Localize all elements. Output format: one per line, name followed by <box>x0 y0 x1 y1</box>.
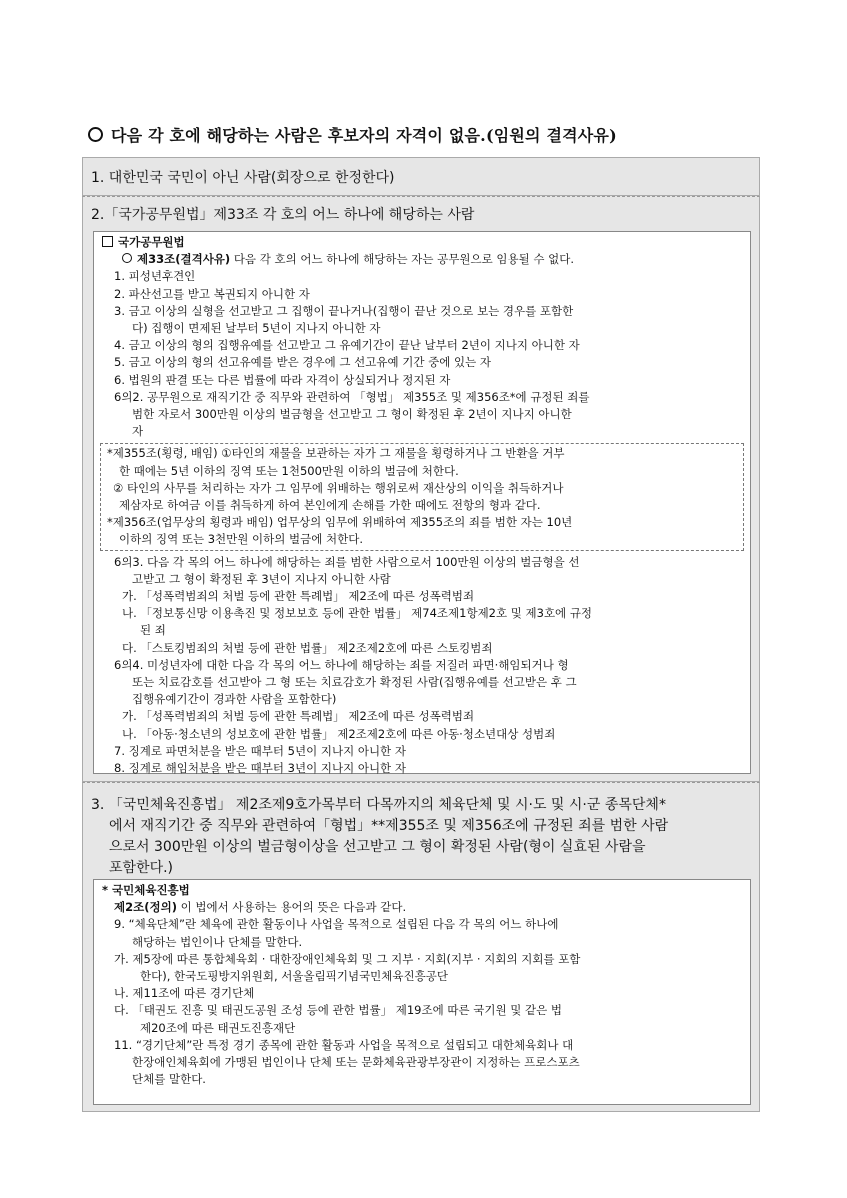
clause-line: 제20조에 따른 태권도진흥재단 <box>140 1020 296 1035</box>
clause-line: 나. 「정보통신망 이용촉진 및 정보보호 등에 관한 법률」 제74조제1항제2호 및 제3호에 규정 <box>122 606 593 621</box>
clause-line: 된 죄 <box>140 623 166 638</box>
clause-line: 가. 제5장에 따른 통합체육회 · 대한장애인체육회 및 그 지부 · 지회(지부 · 지회의 지회를 포함 <box>114 951 581 966</box>
clause-line: 고받고 그 형이 확정된 후 3년이 지나지 아니한 사람 <box>132 571 391 586</box>
section-3-heading: 3. 「국민체육진흥법」 제2조제9호가목부터 다목까지의 체육단체 및 시·도 및 시·군 종목단체* 에서 재직기간 중 직무와 관련하여「형법」**제355조 및 제356조에 규정된 죄를 범한 사람 으로서 300만원 이상의 벌금형이상을 선고받고 그 형이 확정된 사람(형이 실효된 사람을 포함한다.) <box>91 797 669 876</box>
section-1-heading: 1. 대한민국 국민이 아닌 사람(회장으로 한정한다) <box>91 170 395 186</box>
footnote-line: *제356조(업무상의 횡령과 배임) 업무상의 임무에 위배하여 제355조의 죄를 범한 자는 10년 <box>107 515 573 530</box>
clause-line: 나. 「아동·청소년의 성보호에 관한 법률」 제2조제2호에 따른 아동·청소년대상 성범죄 <box>122 726 556 741</box>
clause-line: 8. 징계로 해임처분을 받은 때부터 3년이 지나지 아니한 자 <box>114 761 406 776</box>
clause-line: 다. 「스토킹범죄의 처벌 등에 관한 법률」 제2조제2호에 따른 스토킹범죄 <box>122 640 493 655</box>
clause-line: 범한 자로서 300만원 이상의 벌금형을 선고받고 그 형이 확정된 후 2년이 지나지 아니한 <box>132 407 572 422</box>
clause-line: 7. 징계로 파면처분을 받은 때부터 5년이 지나지 아니한 자 <box>114 743 406 758</box>
clause-line: 4. 금고 이상의 형의 집행유예를 선고받고 그 유예기간이 끝난 날부터 2년이 지나지 아니한 자 <box>114 338 580 353</box>
clause-line: 한다), 한국도핑방지위원회, 서울올림픽기념국민체육진흥공단 <box>140 969 448 984</box>
footnote-line: 이하의 징역 또는 3천만원 이하의 벌금에 처한다. <box>119 532 363 547</box>
law-excerpt-box <box>93 231 751 774</box>
section-3 <box>82 782 760 1112</box>
clause-line: 11. “경기단체”란 특정 경기 종목에 관한 활동과 사업을 목적으로 설립되고 대한체육회나 대 <box>114 1037 574 1052</box>
footnote-line: 한 때에는 5년 이하의 징역 또는 1천500만원 이하의 벌금에 처한다. <box>119 463 459 478</box>
article-heading: 제33조(결격사유) 다음 각 호의 어느 하나에 해당하는 자는 공무원으로 임용될 수 없다. <box>102 251 742 268</box>
clause-line: 다) 집행이 면제된 날부터 5년이 지나지 아니한 자 <box>132 321 381 336</box>
document-title: 다음 각 호에 해당하는 사람은 후보자의 자격이 없음.(임원의 결격사유) <box>88 123 778 146</box>
footnote-line: 제삼자로 하여금 이를 취득하게 하여 본인에게 손해를 가한 때에도 전항의 형과 같다. <box>119 498 541 513</box>
clause-line: 9. “체육단체”란 체육에 관한 활동이나 사업을 목적으로 설립된 다음 각 목의 어느 하나에 <box>114 917 559 932</box>
square-bullet-icon <box>102 236 113 247</box>
clause-line: 가. 「성폭력범죄의 처벌 등에 관한 특례법」 제2조에 따른 성폭력범죄 <box>122 709 475 724</box>
law-name: 국가공무원법 <box>102 234 742 251</box>
clause-line: 다. 「태권도 진흥 및 태권도공원 조성 등에 관한 법률」 제19조에 따른 국기원 및 같은 법 <box>114 1003 562 1018</box>
clause-line: 3. 금고 이상의 실형을 선고받고 그 집행이 끝나거나(집행이 끝난 것으로 보는 경우를 포함한 <box>114 303 574 318</box>
clause-line: 가. 「성폭력범죄의 처벌 등에 관한 특례법」 제2조에 따른 성폭력범죄 <box>122 589 475 604</box>
footnote-line: ② 타인의 사무를 처리하는 자가 그 임무에 위배하는 행위로써 재산상의 이익을 취득하거나 <box>113 480 564 495</box>
clause-line: 또는 치료감호를 선고받아 그 형 또는 치료감호가 확정된 사람(집행유예를 선고받은 후 그 <box>132 675 577 690</box>
clause-line: 단체를 말한다. <box>132 1072 206 1087</box>
circle-bullet-icon <box>122 253 132 263</box>
footnote-line: *제355조(횡령, 배임) ①타인의 재물을 보관하는 자가 그 재물을 횡령하거나 그 반환을 거부 <box>107 446 565 461</box>
law-name: * 국민체육진흥법 <box>102 883 190 897</box>
section-1 <box>82 157 760 196</box>
article-heading: 제2조(정의) 이 법에서 사용하는 용어의 뜻은 다음과 같다. <box>114 900 407 915</box>
circle-bullet-icon <box>88 127 103 142</box>
clause-line: 1. 피성년후견인 <box>114 269 196 284</box>
clause-line: 나. 제11조에 따른 경기단체 <box>114 986 255 1001</box>
clause-line: 집행유예기간이 경과한 사람을 포함한다) <box>132 692 337 707</box>
clause-line: 6. 법원의 판결 또는 다른 법률에 따라 자격이 상실되거나 정지된 자 <box>114 372 451 387</box>
law-excerpt-box <box>93 879 751 1105</box>
clause-line: 5. 금고 이상의 형의 선고유예를 받은 경우에 그 선고유예 기간 중에 있는 자 <box>114 355 491 370</box>
section-2 <box>82 196 760 782</box>
clause-line: 해당하는 법인이나 단체를 말한다. <box>132 934 303 949</box>
clause-line: 자 <box>132 424 144 439</box>
footnote-box <box>100 443 744 550</box>
clause-line: 6의3. 다음 각 목의 어느 하나에 해당하는 죄를 범한 사람으로서 100만원 이상의 벌금형을 선 <box>114 554 580 569</box>
clause-line: 6의4. 미성년자에 대한 다음 각 목의 어느 하나에 해당하는 죄를 저질러 파면·해임되거나 형 <box>114 657 569 672</box>
section-2-heading: 2.「국가공무원법」제33조 각 호의 어느 하나에 해당하는 사람 <box>91 207 475 223</box>
clause-line: 6의2. 공무원으로 재직기간 중 직무와 관련하여 「형법」 제355조 및 제356조*에 규정된 죄를 <box>114 389 590 404</box>
clause-line: 2. 파산선고를 받고 복권되지 아니한 자 <box>114 286 310 301</box>
clause-line: 한장애인체육회에 가맹된 법인이나 단체 또는 문화체육관광부장관이 지정하는 프로스포츠 <box>132 1055 580 1070</box>
